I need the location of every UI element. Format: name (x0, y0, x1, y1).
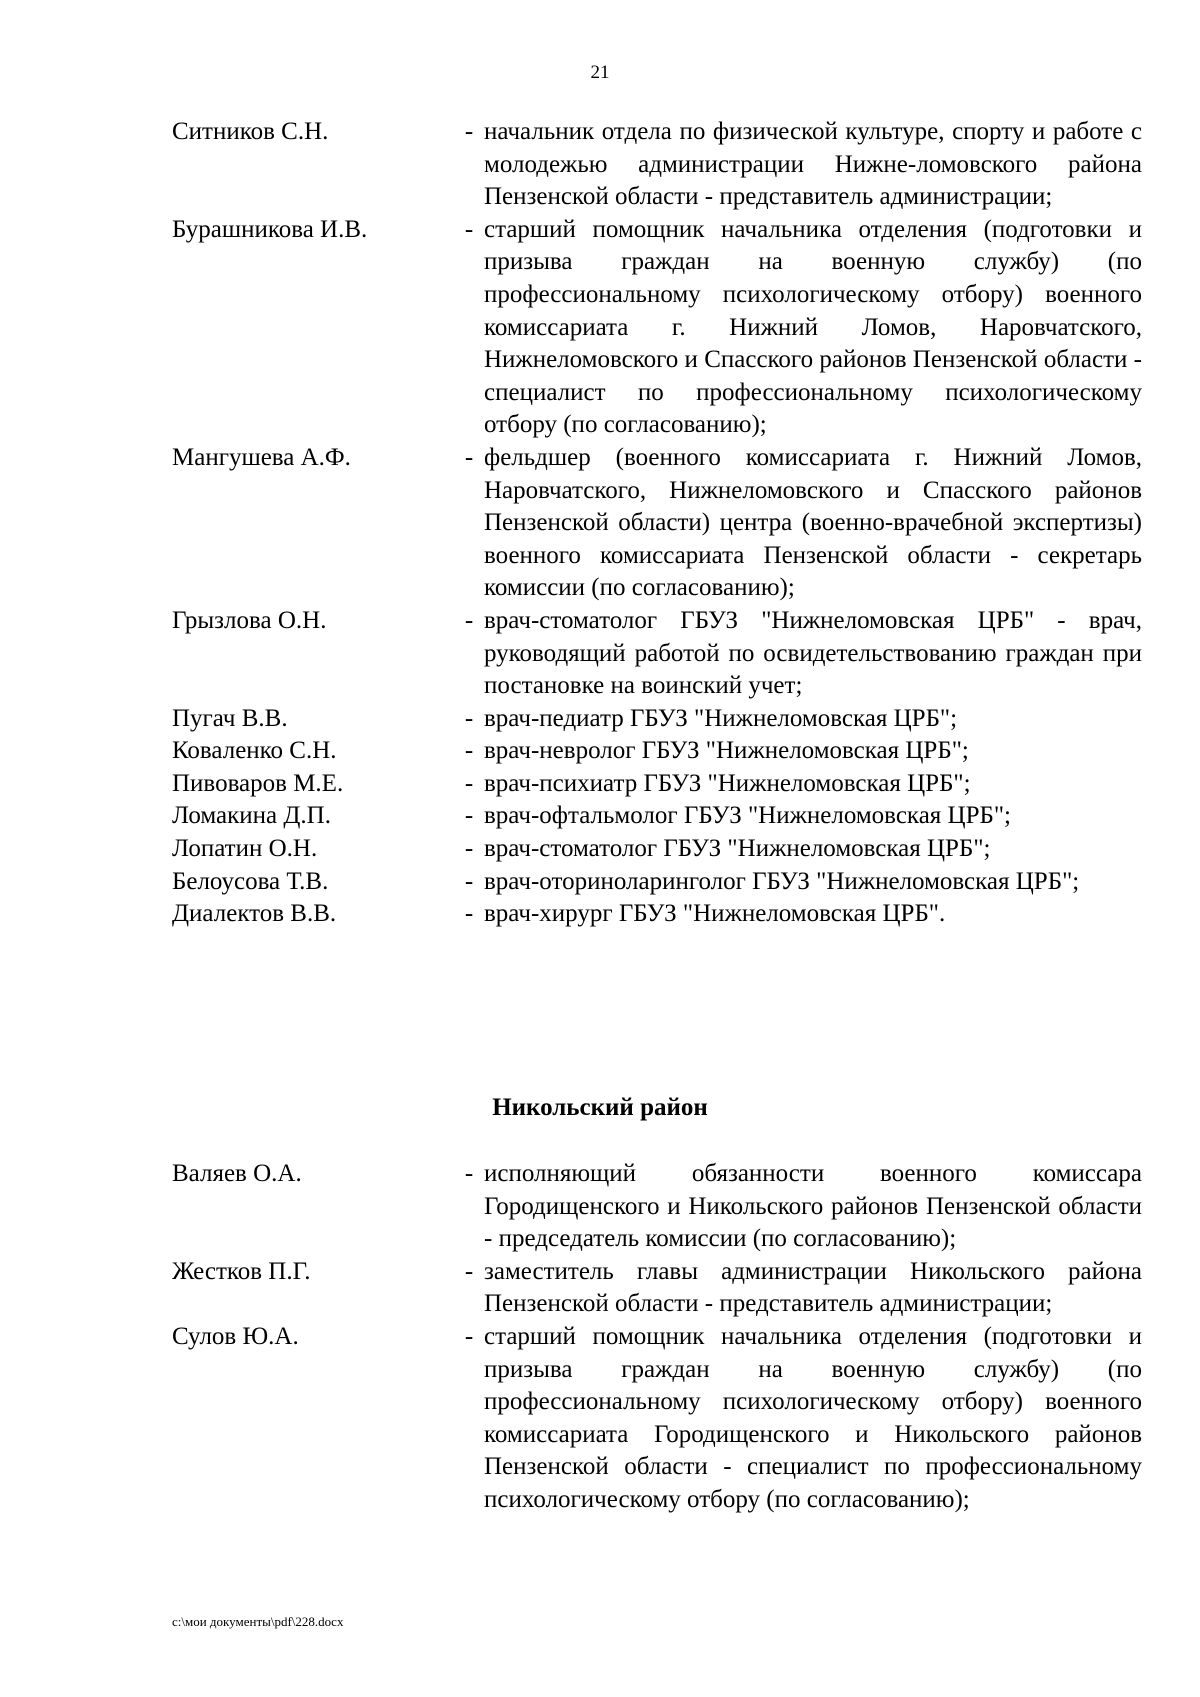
member-name: Жестков П.Г. (172, 1257, 311, 1285)
member-role: старший помощник начальника отделения (подготовки и призыва граждан на военную службу) (по профессиональному психологическому отбору) военного комиссариата Городищенского и Никольского районов Пензенской области - специалист по профессиональному психологическому отбору (по согласованию); (484, 1322, 1142, 1513)
list-item (172, 833, 1152, 866)
member-name: Ситников С.Н. (172, 118, 329, 145)
dash-separator: - (464, 737, 474, 765)
member-role: врач-педиатр ГБУЗ "Нижнеломовская ЦРБ"; (484, 704, 958, 732)
member-name: Бурашникова И.В. (172, 215, 368, 243)
list-item (172, 214, 1152, 442)
member-name: Валяев О.А. (172, 1160, 302, 1187)
list-item (172, 768, 1152, 801)
section-heading: Никольский район (492, 1094, 708, 1121)
dash-separator: - (464, 704, 474, 732)
list-item (172, 866, 1152, 899)
member-role: старший помощник начальника отделения (подготовки и призыва граждан на военную службу) (по профессиональному психологическому отбору) военного комиссариата г. Нижний Ломов, Наровчатского, Нижнеломовского и Спасского районов Пензенской области - специалист по профессиональному психологическому отбору (по согласованию); (484, 215, 1142, 439)
member-name: Сулов Ю.А. (172, 1322, 299, 1350)
dash-separator: - (464, 1257, 474, 1285)
list-item (172, 735, 1152, 768)
page-number: 21 (590, 62, 610, 83)
list-item (172, 1158, 1152, 1256)
file-path-footer: c:\мои документы\pdf\228.docx (172, 1614, 344, 1629)
member-role: врач-стоматолог ГБУЗ "Нижнеломовская ЦРБ"; (484, 835, 991, 863)
list-item (172, 800, 1152, 833)
member-role: фельдшер (военного комиссариата г. Нижний Ломов, Наровчатского, Нижнеломовского и Спасского районов Пензенской области) центра (военно-врачебной экспертизы) военного комиссариата Пензенской области - секретарь комиссии (по согласованию); (484, 443, 1142, 602)
member-role: врач-оториноларинголог ГБУЗ "Нижнеломовская ЦРБ"; (484, 867, 1080, 895)
dash-separator: - (464, 606, 474, 634)
list-item (172, 1321, 1152, 1517)
dash-separator: - (464, 443, 474, 471)
member-role: врач-хирург ГБУЗ "Нижнеломовская ЦРБ". (484, 900, 946, 928)
member-list-1 (172, 116, 1152, 931)
member-name: Диалектов В.В. (172, 900, 337, 928)
dash-separator: - (464, 1322, 474, 1350)
member-role: врач-стоматолог ГБУЗ "Нижнеломовская ЦРБ" - врач, руководящий работой по освидетельствованию граждан при постановке на воинский учет; (484, 606, 1142, 700)
list-item (172, 116, 1152, 214)
member-role: исполняющий обязанности военного комиссара Городищенского и Никольского районов Пензенской области - председатель комиссии (по согласованию); (484, 1160, 1142, 1253)
member-role: врач-офтальмолог ГБУЗ "Нижнеломовская ЦРБ"; (484, 802, 1012, 830)
member-list-2 (172, 1158, 1152, 1517)
dash-separator: - (464, 215, 474, 243)
member-role: начальник отдела по физической культуре, спорту и работе с молодежью администрации Нижне-ломовского района Пензенской области - представитель администрации; (484, 118, 1142, 211)
member-name: Лопатин О.Н. (172, 835, 318, 863)
dash-separator: - (464, 769, 474, 797)
member-name: Грызлова О.Н. (172, 606, 327, 634)
member-name: Ломакина Д.П. (172, 802, 331, 830)
dash-separator: - (464, 835, 474, 863)
list-item (172, 1256, 1152, 1321)
list-item (172, 898, 1152, 931)
member-role: врач-психиатр ГБУЗ "Нижнеломовская ЦРБ"; (484, 769, 971, 797)
member-name: Пугач В.В. (172, 704, 288, 732)
list-item (172, 442, 1152, 605)
member-role: врач-невролог ГБУЗ "Нижнеломовская ЦРБ"; (484, 737, 969, 765)
member-name: Пивоваров М.Е. (172, 769, 344, 797)
member-name: Мангушева А.Ф. (172, 443, 351, 471)
dash-separator: - (464, 900, 474, 928)
dash-separator: - (464, 1160, 474, 1187)
member-name: Белоусова Т.В. (172, 867, 329, 895)
member-role: заместитель главы администрации Никольского района Пензенской области - представитель администрации; (484, 1257, 1142, 1318)
dash-separator: - (464, 867, 474, 895)
list-item (172, 605, 1152, 703)
dash-separator: - (464, 118, 474, 145)
dash-separator: - (464, 802, 474, 830)
list-item (172, 703, 1152, 736)
member-name: Коваленко С.Н. (172, 737, 337, 765)
